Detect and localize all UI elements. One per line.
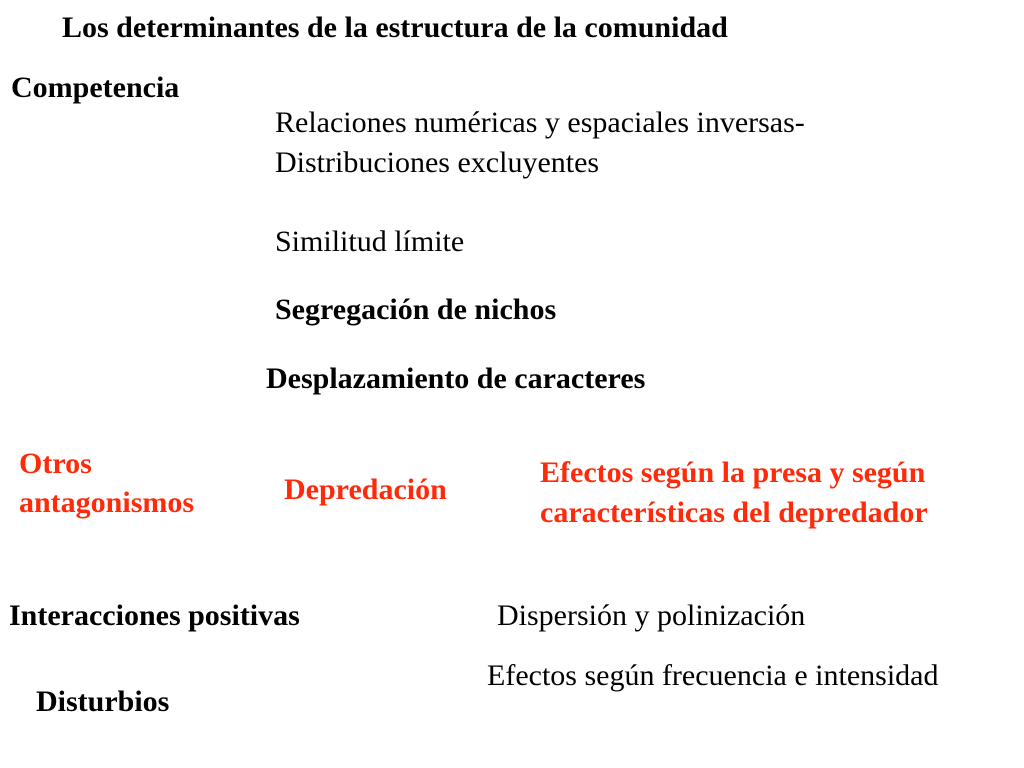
efectos-frecuencia-intensidad: Efectos según frecuencia e intensidad [487,659,939,692]
competencia-line-1: Relaciones numéricas y espaciales inversas- [275,106,805,139]
segregacion-nichos: Segregación de nichos [275,293,557,326]
efectos-depredador-line-1: Efectos según la presa y según [540,456,926,489]
slide-title: Los determinantes de la estructura de la comunidad [62,11,728,44]
competencia-line-2: Distribuciones excluyentes [275,146,600,179]
desplazamiento-caracteres: Desplazamiento de caracteres [266,362,646,395]
depredacion: Depredación [284,473,447,506]
competencia-heading: Competencia [11,71,180,104]
disturbios-heading: Disturbios [36,685,170,718]
otros-antagonismos-line-2: antagonismos [19,486,195,519]
similitud-limite: Similitud límite [275,225,465,258]
otros-antagonismos-line-1: Otros [19,447,92,480]
interacciones-positivas-heading: Interacciones positivas [9,599,300,632]
efectos-depredador-line-2: características del depredador [540,496,928,529]
dispersion-polinizacion: Dispersión y polinización [497,599,806,632]
